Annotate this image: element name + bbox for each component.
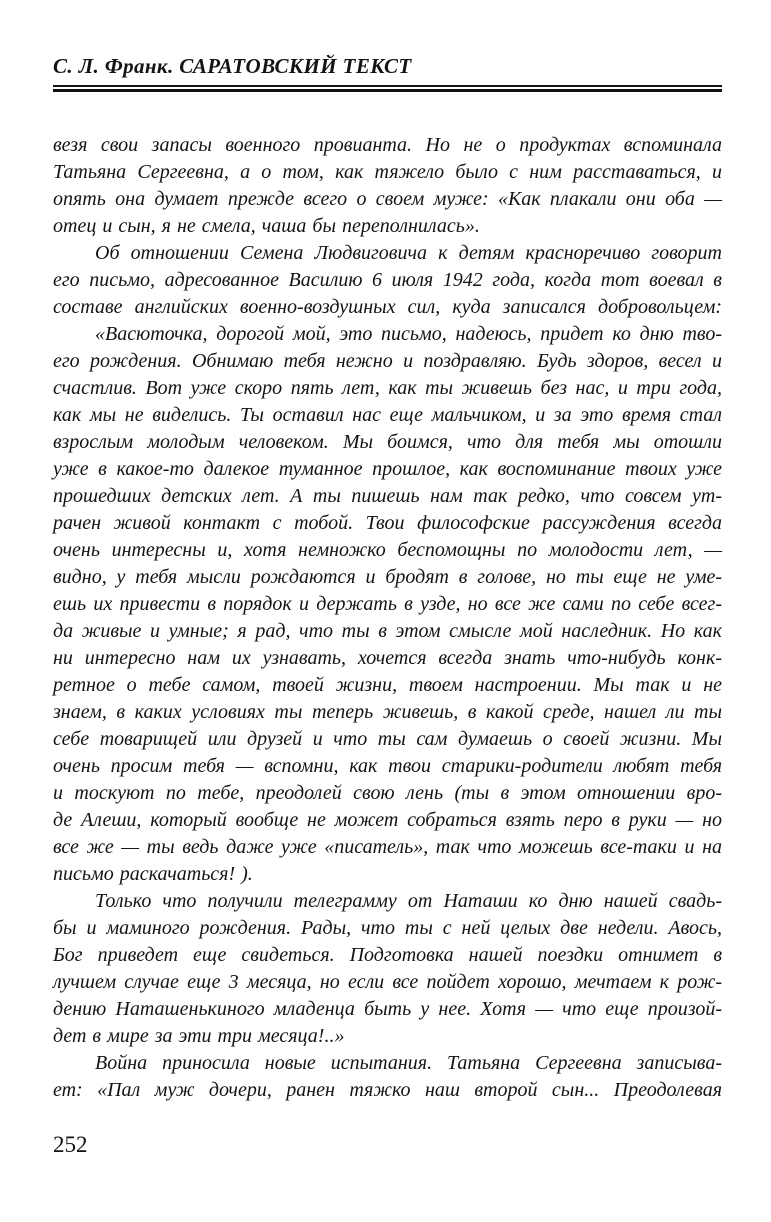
text-line: ет: «Пал муж дочери, ранен тяжко наш второй сын... Преодолевая: [53, 1079, 722, 1101]
running-head: С. Л. Франк. САРАТОВСКИЙ ТЕКСТ: [53, 54, 412, 78]
text-line: рачен живой контакт с тобой. Твои философские рассуждения всегда: [53, 512, 722, 534]
text-line: опять она думает прежде всего о своем муже: «Как плакали они оба —: [53, 188, 722, 210]
text-line: везя свои запасы военного провианта. Но не о продуктах вспоминала: [53, 134, 722, 156]
text-line: отец и сын, я не смела, чаша бы переполнилась».: [53, 215, 480, 237]
text-line: очень просим тебя — вспомни, как твои старики-родители любят тебя: [53, 755, 722, 777]
text-line: его письмо, адресованное Василию 6 июля 1942 года, когда тот воевал в: [53, 269, 722, 291]
text-line: составе английских военно-воздушных сил, куда записался добровольцем:: [53, 296, 722, 318]
text-line: ешь их привести в порядок и держать в узде, но все же сами по себе всег-: [53, 593, 722, 615]
text-line: Татьяна Сергеевна, а о том, как тяжело было с ним расставаться, и: [53, 161, 722, 183]
text-line: уже в какое-то далекое туманное прошлое, как воспоминание твоих уже: [53, 458, 722, 480]
text-line: ретное о тебе самом, твоей жизни, твоем настроении. Мы так и не: [53, 674, 722, 696]
text-line: де Алеши, который вообще не может собраться взять перо в руки — но: [53, 809, 722, 831]
text-line: взрослым молодым человеком. Мы боимся, что для тебя мы отошли: [53, 431, 722, 453]
text-line: Об отношении Семена Людвиговича к детям красноречиво говорит: [95, 242, 722, 264]
text-line: счастлив. Вот уже скоро пять лет, как ты живешь без нас, и три года,: [53, 377, 722, 399]
text-line: как мы не виделись. Ты оставил нас еще мальчиком, и за это время стал: [53, 404, 722, 426]
text-line: письмо раскачаться! ).: [53, 863, 253, 885]
text-line: «Васюточка, дорогой мой, это письмо, надеюсь, придет ко дню тво-: [95, 323, 722, 345]
text-block: [53, 132, 722, 1104]
text-line: да живые и умные; я рад, что ты в этом смысле мой наследник. Но как: [53, 620, 722, 642]
header-rule: [53, 85, 722, 92]
text-line: знаем, в каких условиях ты теперь живешь, в какой среде, нашел ли ты: [53, 701, 722, 723]
text-line: себе товарищей или друзей и что ты сам думаешь о своей жизни. Мы: [53, 728, 722, 750]
page-number: 252: [53, 1132, 88, 1157]
text-line: дет в мире за эти три месяца!..»: [53, 1025, 345, 1047]
text-line: Бог приведет еще свидеться. Подготовка нашей поездки отнимет в: [53, 944, 722, 966]
text-line: Только что получили телеграмму от Наташи ко дню нашей свадь-: [95, 890, 722, 912]
text-line: дению Наташенькиного младенца быть у нее. Хотя — что еще произой-: [53, 998, 722, 1020]
text-line: все же — ты ведь даже уже «писатель», так что можешь все-таки и на: [53, 836, 722, 858]
text-line: видно, у тебя мысли рождаются и бродят в голове, но ты еще не уме-: [53, 566, 722, 588]
text-line: бы и маминого рождения. Рады, что ты с ней целых две недели. Авось,: [53, 917, 722, 939]
text-line: ни интересно нам их узнавать, хочется всегда знать что-нибудь конк-: [53, 647, 722, 669]
text-line: лучшем случае еще 3 месяца, но если все пойдет хорошо, мечтаем к рож-: [53, 971, 722, 993]
text-line: его рождения. Обнимаю тебя нежно и поздравляю. Будь здоров, весел и: [53, 350, 722, 372]
text-line: и тоскуют по тебе, преодолей свою лень (ты в этом отношении вро-: [53, 782, 722, 804]
text-line: прошедших детских лет. А ты пишешь нам так редко, что совсем ут-: [53, 485, 722, 507]
text-line: очень интересны и, хотя немножко беспомощны по молодости лет, —: [53, 539, 722, 561]
text-line: Война приносила новые испытания. Татьяна Сергеевна записыва-: [95, 1052, 722, 1074]
